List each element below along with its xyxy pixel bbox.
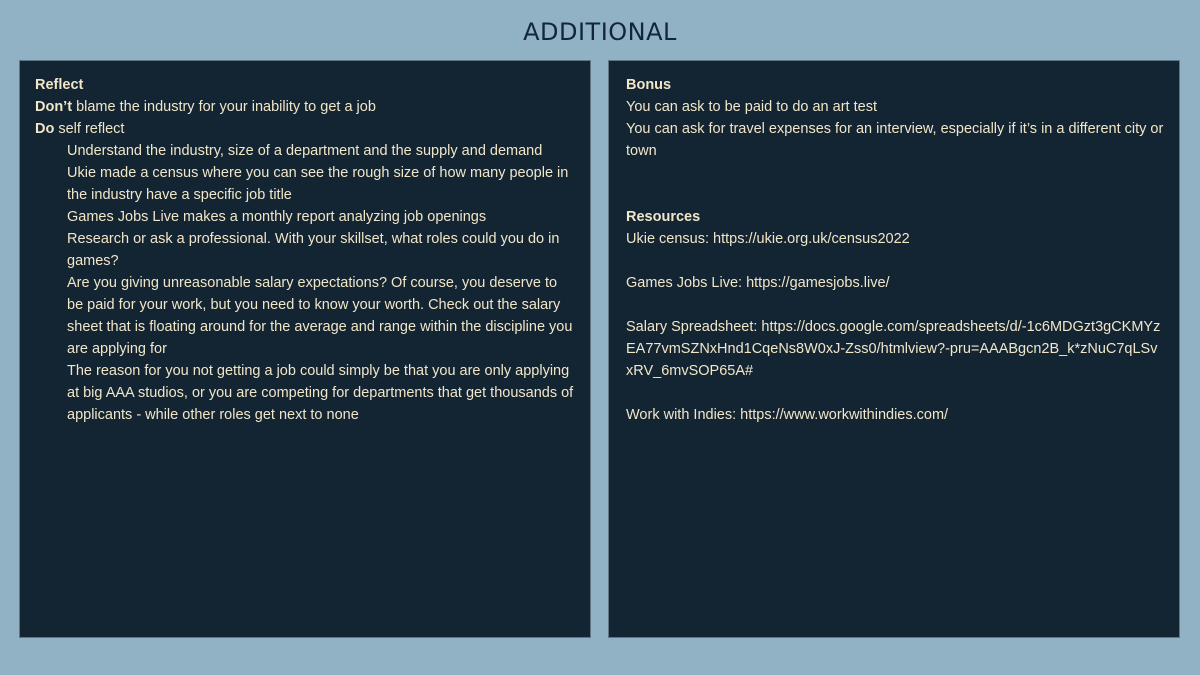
resource-games-jobs-live[interactable]: Games Jobs Live: https://gamesjobs.live/ [626, 275, 890, 291]
dont-line [35, 96, 575, 118]
resource-gap [626, 382, 1164, 404]
do-label: Do [35, 121, 55, 137]
resource-work-with-indies[interactable]: Work with Indies: https://www.workwithindies.com/ [626, 407, 949, 423]
reflect-point-studios: The reason for you not getting a job could simply be that you are only applying at big AAA studios, or you are competing for departments that get thousands of applicants - while other roles get next to none [67, 363, 574, 423]
resource-gap [626, 294, 1164, 316]
do-line [35, 118, 575, 140]
reflect-point-industry: Understand the industry, size of a department and the supply and demand [67, 143, 543, 159]
resource-salary-spreadsheet[interactable]: Salary Spreadsheet: https://docs.google.com/spreadsheets/d/-1c6MDGzt3gCKMYzEA77vmSZNxHnd1CqeNs8W0xJ-Zss0/htmlview?-pru=AAABgcn2B_k*zNuC7qLSvxRV_6mvSOP65A# [626, 319, 1161, 379]
reflect-point-salary: Are you giving unreasonable salary expectations? Of course, you deserve to be paid for your work, but you need to know your worth. Check out the salary sheet that is floating around for the average and range within the discipline you are applying for [67, 275, 573, 357]
resource-gap [626, 250, 1164, 272]
bonus-travel-expenses: You can ask for travel expenses for an interview, especially if it’s in a different city or town [626, 121, 1164, 159]
bonus-heading: Bonus [626, 77, 672, 93]
reflect-point-games-jobs-live: Games Jobs Live makes a monthly report analyzing job openings [67, 209, 487, 225]
dont-label: Don’t [35, 99, 73, 115]
bonus-art-test: You can ask to be paid to do an art test [626, 99, 877, 115]
reflect-point-ukie-census: Ukie made a census where you can see the rough size of how many people in the industry have a specific job title [67, 165, 569, 203]
reflect-panel [19, 60, 591, 638]
bonus-resources-panel [608, 60, 1180, 638]
section-gap [626, 162, 1164, 206]
reflect-heading: Reflect [35, 77, 84, 93]
resources-heading: Resources [626, 209, 701, 225]
reflect-point-research: Research or ask a professional. With your skillset, what roles could you do in games? [67, 231, 560, 269]
slide-title: ADDITIONAL [523, 18, 677, 46]
do-text: self reflect [54, 121, 125, 137]
resource-ukie-census[interactable]: Ukie census: https://ukie.org.uk/census2022 [626, 231, 910, 247]
dont-text: blame the industry for your inability to get a job [72, 99, 376, 115]
